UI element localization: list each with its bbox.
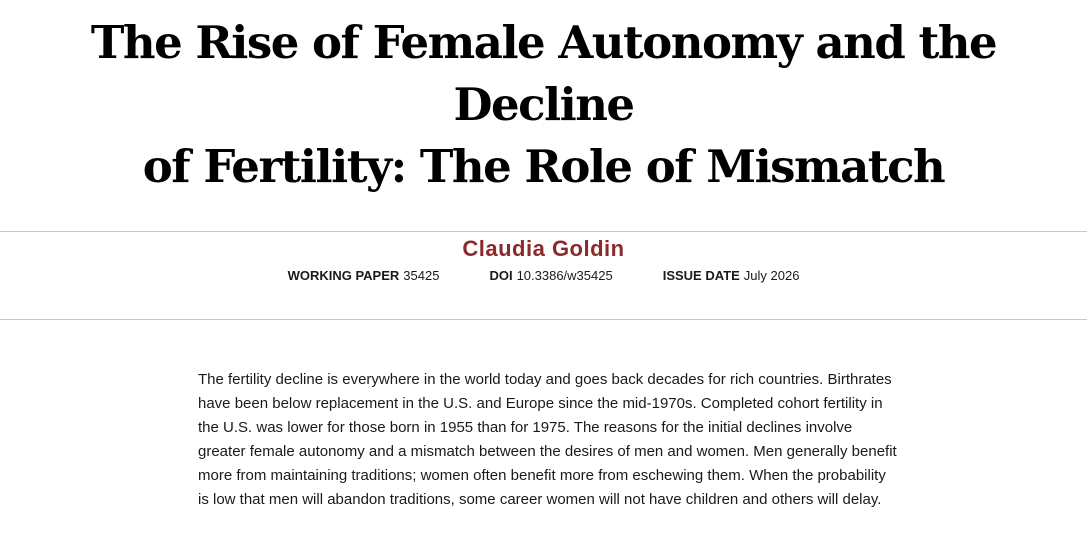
paper-title-line-1: The Rise of Female Autonomy and the Decline	[90, 16, 997, 131]
paper-title	[0, 0, 1087, 198]
author-link[interactable]: Claudia Goldin	[462, 236, 625, 261]
paper-title-line-2: of Fertility: The Role of Mismatch	[142, 140, 945, 193]
issue-date-label: ISSUE DATE	[662, 268, 740, 283]
working-paper-number	[288, 268, 440, 283]
doi	[489, 268, 612, 283]
doi-label: DOI	[489, 268, 513, 283]
paper-metadata-bar	[0, 231, 1087, 320]
issue-date	[663, 268, 800, 283]
abstract-text: The fertility decline is everywhere in the world today and goes back decades for rich countries. Birthrates have been below replacement in the U.S. and Europe since the mid-1970s. Completed cohort fertility in the U.S. was lower for those born in 1955 than for 1975. The reasons for the initial declines involve greater female autonomy and a mismatch between the desires of men and women. Men generally benefit more from maintaining traditions; women often benefit more from eschewing them. When the probability is low that men will abandon traditions, some career women will not have children and others will delay.	[198, 371, 897, 508]
working-paper-value: 35425	[403, 268, 440, 283]
working-paper-label: WORKING PAPER	[287, 268, 400, 283]
doi-value[interactable]: 10.3386/w35425	[516, 268, 613, 283]
issue-date-value: July 2026	[743, 268, 800, 283]
